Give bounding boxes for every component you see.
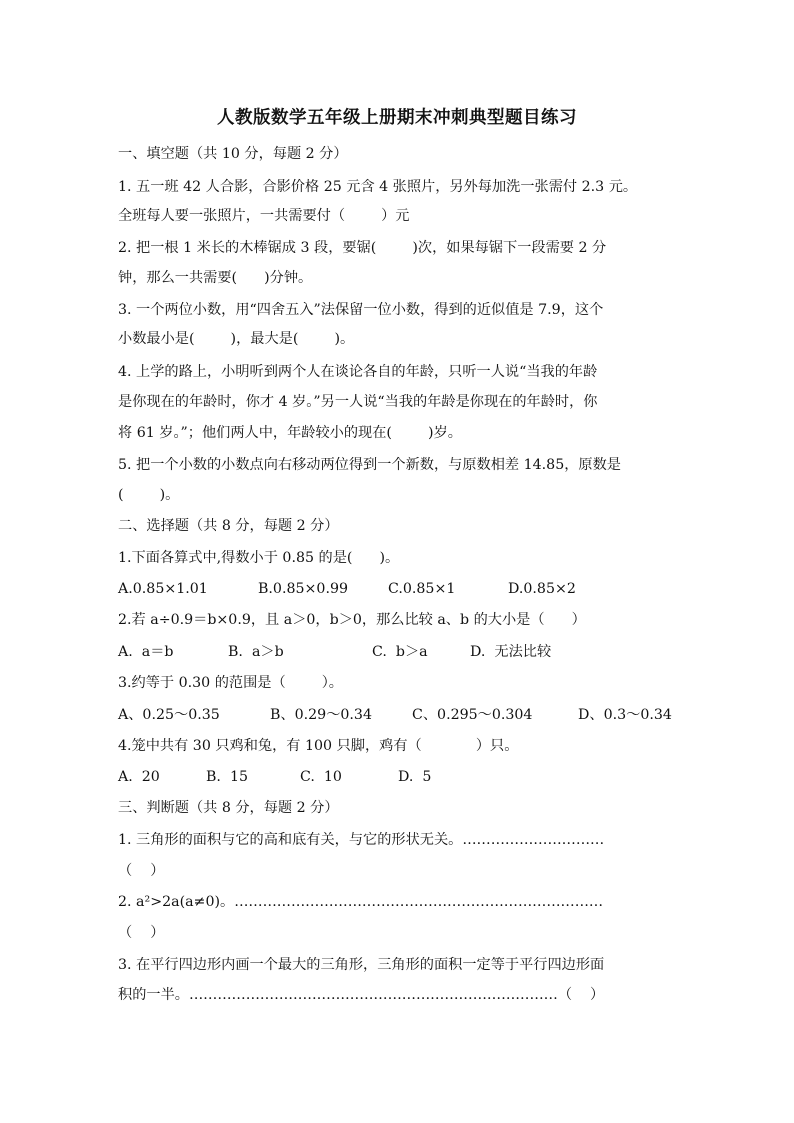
answer-bracket: （ ） bbox=[118, 863, 165, 879]
choice-option: A、0.25～0.35 bbox=[118, 707, 220, 723]
choice-option: C、0.295～0.304 bbox=[412, 707, 533, 723]
page-title: 人教版数学五年级上册期末冲刺典型题目练习 bbox=[217, 108, 577, 128]
question-text: 3. 在平行四边形内画一个最大的三角形，三角形的面积一定等于平行四边形面 bbox=[118, 957, 605, 973]
question-text: 是你现在的年龄时，你才 4 岁。”另一人说“当我的年龄是你现在的年龄时，你 bbox=[118, 394, 598, 410]
choice-option: B. a＞b bbox=[228, 644, 284, 660]
section-heading-judgment: 三、判断题（共 8 分，每题 2 分） bbox=[118, 800, 339, 816]
question-text: 积的一半。……………………………………………………………………（ ） bbox=[118, 987, 605, 1003]
choice-option: D、0.3～0.34 bbox=[578, 707, 672, 723]
question-text: 全班每人要一张照片，一共需要付（ ）元 bbox=[118, 208, 410, 224]
choice-option: A.0.85×1.01 bbox=[118, 581, 208, 597]
choice-option: B.0.85×0.99 bbox=[258, 581, 349, 597]
choice-option: D. 无法比较 bbox=[470, 644, 552, 660]
question-text: 5. 把一个小数的小数点向右移动两位得到一个新数，与原数相差 14.85，原数是 bbox=[118, 457, 621, 473]
question-text: 1.下面各算式中,得数小于 0.85 的是( )。 bbox=[118, 550, 400, 566]
question-text: 钟，那么一共需要( )分钟。 bbox=[118, 270, 313, 286]
choice-option: C. 10 bbox=[300, 769, 342, 785]
question-text: 3. 一个两位小数，用“四舍五入”法保留一位小数，得到的近似值是 7.9，这个 bbox=[118, 302, 604, 318]
choice-option: D. 5 bbox=[398, 769, 432, 785]
choice-option: A. 20 bbox=[118, 769, 160, 785]
question-text: 3.约等于 0.30 的范围是（ ）。 bbox=[118, 675, 343, 691]
question-text: 2.若 a÷0.9＝b×0.9，且 a＞0，b＞0，那么比较 a、b 的大小是（ ） bbox=[118, 612, 586, 628]
answer-bracket: （ ） bbox=[118, 925, 165, 941]
choice-option: D.0.85×2 bbox=[508, 581, 576, 597]
choice-option: B、0.29～0.34 bbox=[270, 707, 372, 723]
section-heading-choice: 二、选择题（共 8 分，每题 2 分） bbox=[118, 518, 339, 534]
choice-option: C.0.85×1 bbox=[388, 581, 456, 597]
question-text: 将 61 岁。”；他们两人中，年龄较小的现在( )岁。 bbox=[118, 425, 462, 441]
question-text: 小数最小是( )，最大是( )。 bbox=[118, 331, 355, 347]
section-heading-fill-blank: 一、填空题（共 10 分，每题 2 分） bbox=[118, 146, 348, 162]
question-text: 2. a²>2a(a≠0)。…………………………………………………………………… bbox=[118, 894, 604, 910]
choice-option: A. a＝b bbox=[118, 644, 174, 660]
question-text: 2. 把一根 1 米长的木棒锯成 3 段，要锯( )次，如果每锯下一段需要 2 分 bbox=[118, 240, 607, 256]
choice-option: C. b＞a bbox=[372, 644, 428, 660]
choice-option: B. 15 bbox=[206, 769, 249, 785]
question-text: 4. 上学的路上，小明听到两个人在谈论各自的年龄，只听一人说“当我的年龄 bbox=[118, 364, 598, 380]
question-text: ( )。 bbox=[118, 487, 180, 503]
question-text: 4.笼中共有 30 只鸡和兔，有 100 只脚，鸡有（ ）只。 bbox=[118, 738, 519, 754]
question-text: 1. 三角形的面积与它的高和底有关，与它的形状无关。………………………… bbox=[118, 832, 605, 848]
question-text: 1. 五一班 42 人合影，合影价格 25 元含 4 张照片，另外每加洗一张需付 2.3 元。 bbox=[118, 179, 638, 195]
